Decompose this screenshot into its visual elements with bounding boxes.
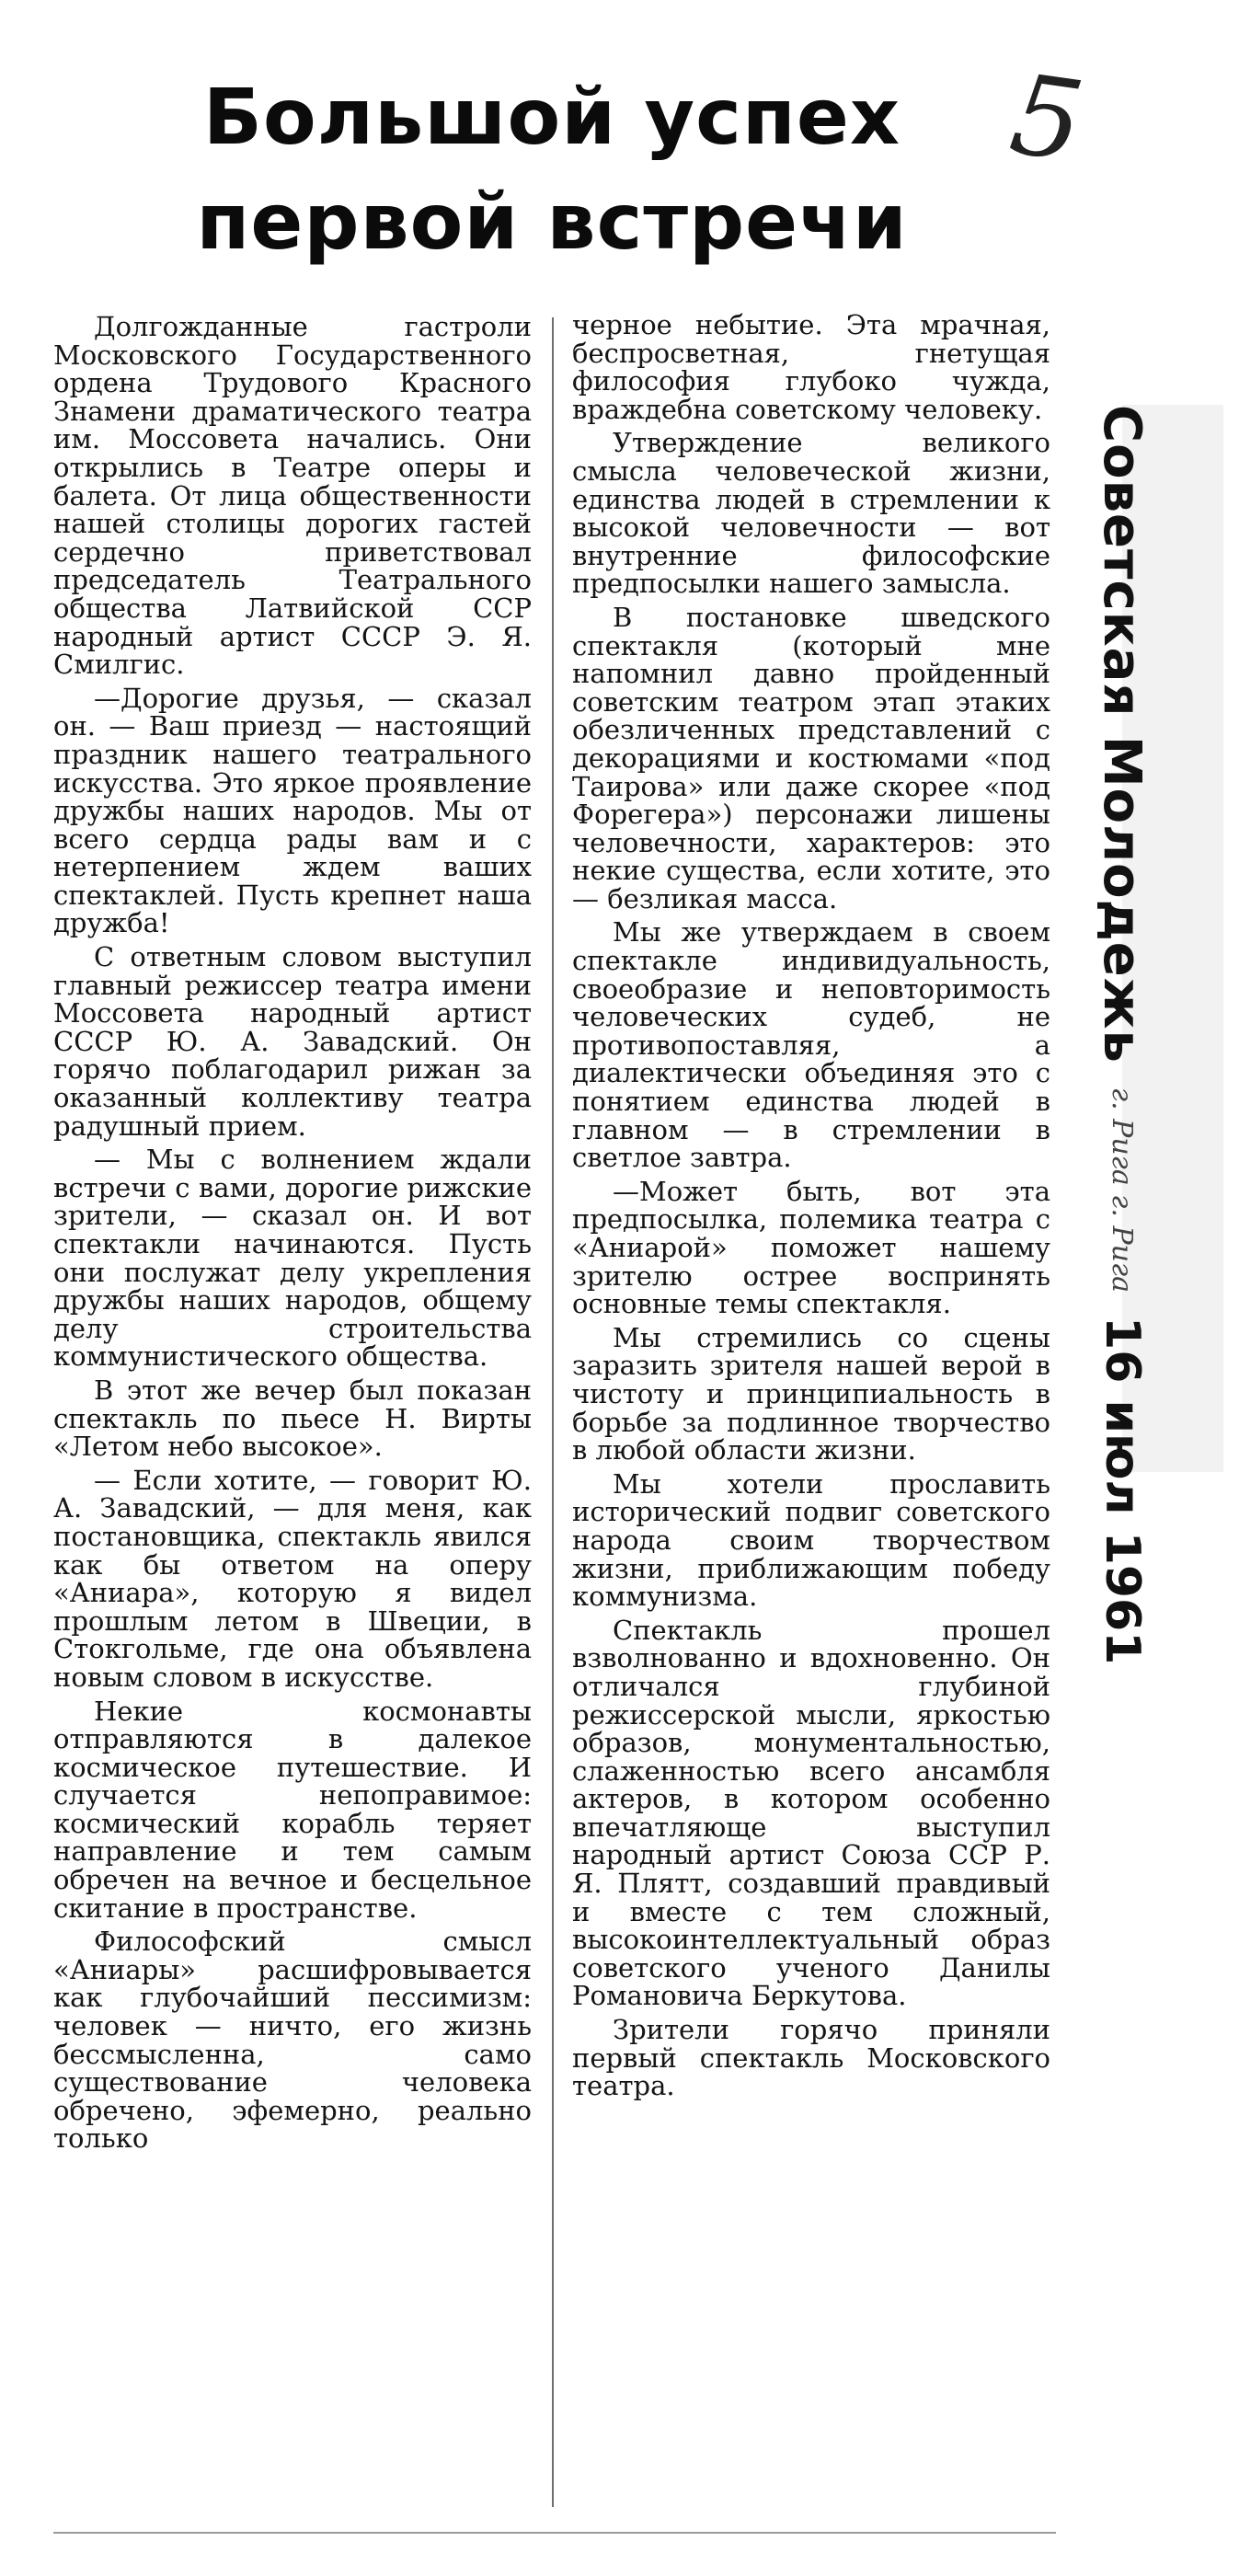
paragraph: В постановке шведского спектакля (который мне напомнил давно пройденный советским театром этап этаких обезличенных представлений с декорациями и костюмами «под Таирова» или даже скорее «под Форегера») персонажи лишены человечности, характеров: это некие существа, если хотите, это — безликая масса. xyxy=(572,601,1050,914)
handwritten-page-number: 5 xyxy=(1003,51,1091,188)
archive-stamp xyxy=(1092,405,1223,1665)
paragraph: Философский смысл «Аниары» расшифровывается как глубочайший пессимизм: человек — ничто, его жизнь бессмысленна, само существование человека обречено, эфемерно, реально только xyxy=(53,1926,532,2155)
paragraph: —Может быть, вот эта предпосылка, полемика театра с «Аниарой» поможет нашему зрителю острее воспринять основные темы спектакля. xyxy=(572,1175,1050,1320)
article-column-left xyxy=(53,313,532,2158)
paragraph: Некие космонавты отправляются в далекое космическое путешествие. И случается непоправимое: космический корабль теряет направление и тем самым обречен на вечное и бесцельное скитание в пространстве. xyxy=(53,1695,532,1924)
paragraph: Утверждение великого смысла человеческой жизни, единства людей в стремлении к высокой человечности — вот внутренние философские предпосылки нашего замысла. xyxy=(572,427,1050,600)
paragraph-continuation: черное небытие. Эта мрачная, беспросветная, гнетущая философия глубоко чужда, враждебна советскому человеку. xyxy=(572,309,1050,425)
paragraph: —Дорогие друзья, — сказал он. — Ваш приезд — настоящий праздник нашего театрального искусства. Это яркое проявление дружбы наших народов. Мы от всего сердца рады вам и с нетерпением ждем ваших спектаклей. Пусть крепнет наша дружба! xyxy=(53,682,532,939)
stamp-date: 16 июл 1961 xyxy=(1095,1317,1150,1665)
paragraph: Мы же утверждаем в своем спектакле индивидуальность, своеобразие и неповторимость человеческих судеб, не противопоставляя, а диалектически объединяя это с понятием единства людей в главном — в стремлении в светлое завтра. xyxy=(572,916,1050,1174)
headline-line-1: Большой успех xyxy=(202,72,901,162)
column-divider xyxy=(552,317,554,2507)
headline-line-2: первой встречи xyxy=(196,177,908,267)
stamp-city-handwritten: г. Рига г. Рига xyxy=(1106,1087,1139,1294)
paragraph: Долгожданные гастроли Московского Государственного ордена Трудового Красного Знамени драматического театра им. Моссовета начались. Они открылись в Театре оперы и балета. От лица общественности нашей столицы дорогих гастей сердечно приветствовал председатель Театрального общества Латвийской ССР народный артист СССР Э. Я. Смилгис. xyxy=(53,311,532,681)
paragraph: — Если хотите, — говорит Ю. А. Завадский, — для меня, как постановщика, спектакль явился как бы ответом на оперу «Аниара», которую я видел прошлым летом в Швеции, в Стокгольме, где она объявлена новым словом в искусстве. xyxy=(53,1464,532,1693)
paragraph: Зрители горячо приняли первый спектакль Московского театра. xyxy=(572,2014,1050,2102)
paragraph: — Мы с волнением ждали встречи с вами, дорогие рижские зрители, — сказал он. И вот спектакли начинаются. Пусть они послужат делу укрепления дружбы наших народов, общему делу строительства коммунистического общества. xyxy=(53,1144,532,1373)
paragraph: С ответным словом выступил главный режиссер театра имени Моссовета народный артист СССР Ю. А. Завадский. Он горячо поблагодарил рижан за оказанный коллективу театра радушный прием. xyxy=(53,941,532,1142)
article-column-right xyxy=(572,311,1050,2106)
article-headline xyxy=(147,64,957,274)
stamp-newspaper-name: Советская Молодежь xyxy=(1092,405,1153,1064)
paragraph: В этот же вечер был показан спектакль по пьесе Н. Вирты «Летом небо высокое». xyxy=(53,1374,532,1463)
paragraph: Спектакль прошел взволнованно и вдохновенно. Он отличался глубиной режиссерской мысли, яркостью образов, монументальностью, слаженностью всего ансамбля актеров, в котором особенно впечатляюще выступил народный артист Союза ССР Р. Я. Плятт, создавший правдивый и вместе с тем сложный, высокоинтеллектуальный образ советского ученого Данилы Романовича Беркутова. xyxy=(572,1614,1050,2012)
paragraph: Мы хотели прославить исторический подвиг советского народа своим творчеством жизни, приближающим победу коммунизма. xyxy=(572,1467,1050,1613)
bottom-edge-rule xyxy=(53,2532,1056,2534)
paragraph: Мы стремились со сцены заразить зрителя нашей верой в чистоту и принципиальность в борьбе за подлинное творчество в любой области жизни. xyxy=(572,1321,1050,1466)
